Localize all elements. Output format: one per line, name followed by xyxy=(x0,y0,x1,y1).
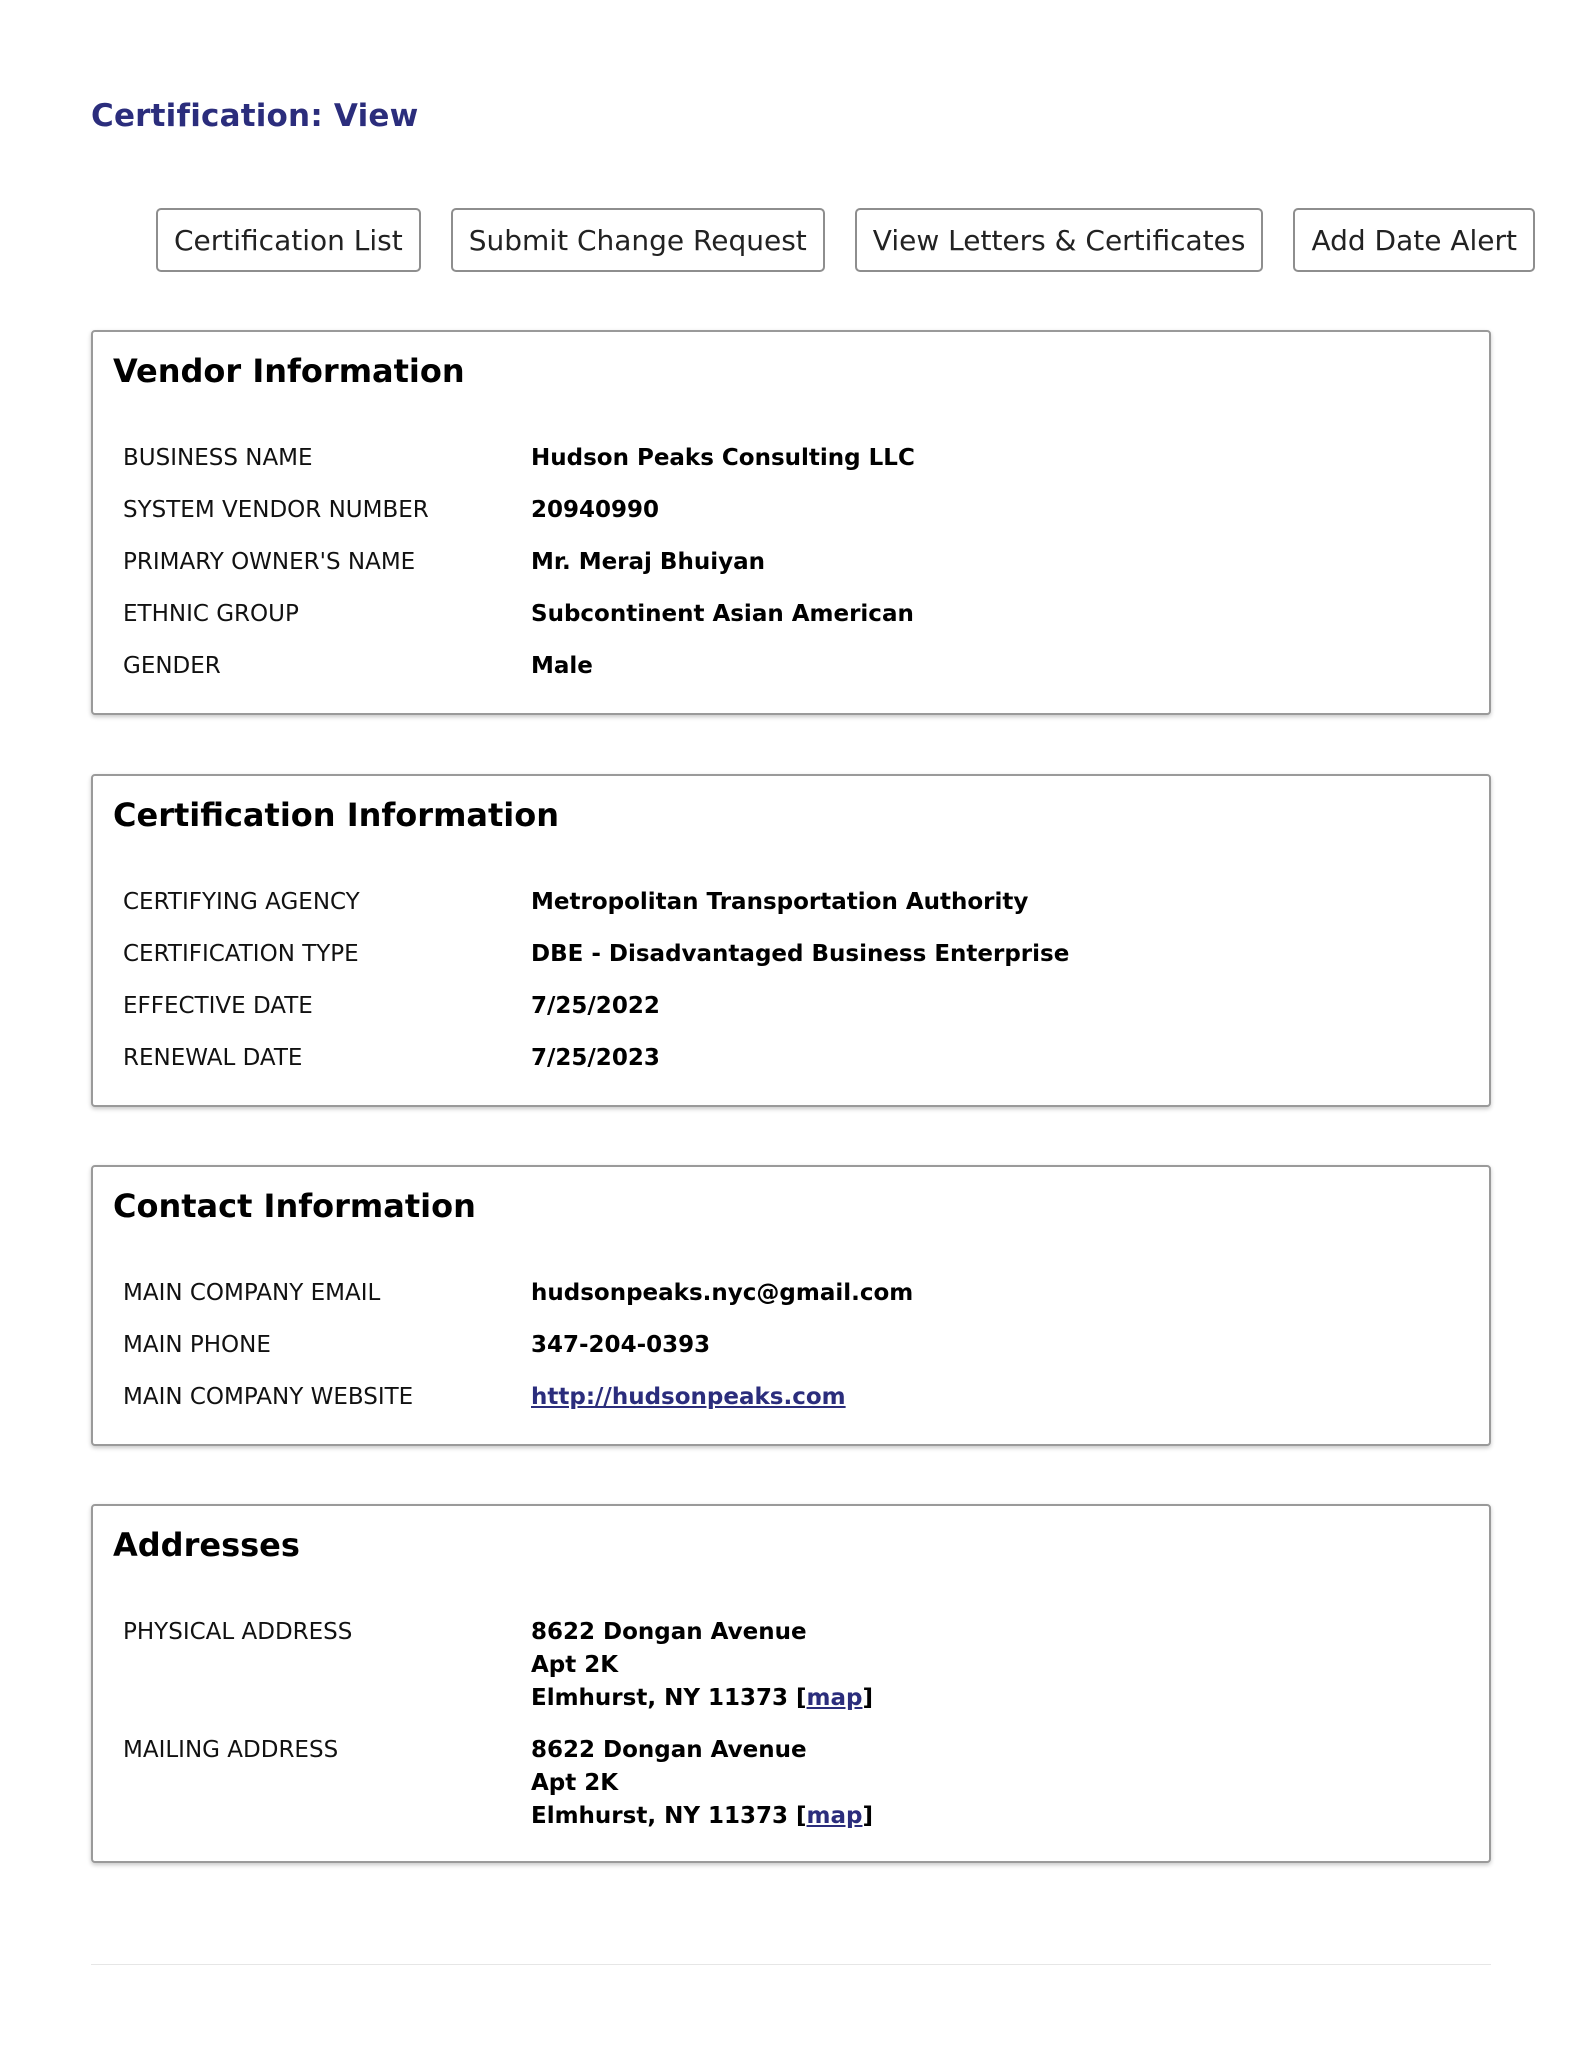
effective-date-value: 7/25/2022 xyxy=(531,993,660,1019)
mailing-address-value xyxy=(531,1734,873,1833)
mailing-address-row xyxy=(123,1734,1469,1833)
field-label: RENEWAL DATE xyxy=(123,1045,303,1071)
map-bracket-open: [ xyxy=(796,1685,807,1711)
certification-information-panel xyxy=(91,774,1491,1107)
contact-information-panel xyxy=(91,1165,1491,1446)
field-label: MAIN COMPANY WEBSITE xyxy=(123,1384,414,1410)
address-line-1: 8622 Dongan Avenue xyxy=(531,1737,807,1763)
field-label: PRIMARY OWNER'S NAME xyxy=(123,549,416,575)
view-letters-certificates-button[interactable]: View Letters & Certificates xyxy=(855,208,1264,272)
certification-row-effective-date xyxy=(123,990,1469,1023)
address-line-3 xyxy=(531,1682,873,1715)
vendor-information-panel xyxy=(91,330,1491,715)
address-line-1: 8622 Dongan Avenue xyxy=(531,1619,807,1645)
certification-rows xyxy=(123,886,1469,1075)
physical-address-map-link[interactable]: map xyxy=(806,1685,863,1711)
gender-value: Male xyxy=(531,653,593,679)
vendor-row-gender xyxy=(123,650,1469,683)
contact-row-website xyxy=(123,1381,1469,1414)
company-email-value: hudsonpeaks.nyc@gmail.com xyxy=(531,1280,914,1306)
field-label: SYSTEM VENDOR NUMBER xyxy=(123,497,429,523)
map-bracket-close: ] xyxy=(862,1803,873,1829)
panel-title: Vendor Information xyxy=(113,352,465,390)
contact-rows xyxy=(123,1277,1469,1414)
vendor-rows xyxy=(123,442,1469,683)
certification-row-renewal-date xyxy=(123,1042,1469,1075)
address-line-2: Apt 2K xyxy=(531,1652,619,1678)
panel-title: Certification Information xyxy=(113,796,560,834)
certifying-agency-value: Metropolitan Transportation Authority xyxy=(531,889,1029,915)
map-bracket-close: ] xyxy=(862,1685,873,1711)
contact-row-phone xyxy=(123,1329,1469,1362)
address-city-state-zip: Elmhurst, NY 11373 xyxy=(531,1803,789,1829)
addresses-panel xyxy=(91,1504,1491,1863)
field-label: BUSINESS NAME xyxy=(123,445,313,471)
ethnic-group-value: Subcontinent Asian American xyxy=(531,601,914,627)
page-title: Certification: View xyxy=(91,98,419,134)
field-label: MAILING ADDRESS xyxy=(123,1737,339,1763)
panel-title: Addresses xyxy=(113,1526,300,1564)
address-city-state-zip: Elmhurst, NY 11373 xyxy=(531,1685,789,1711)
map-bracket-open: [ xyxy=(796,1803,807,1829)
certification-list-button[interactable]: Certification List xyxy=(156,208,421,272)
mailing-address-map-link[interactable]: map xyxy=(806,1803,863,1829)
field-label: CERTIFICATION TYPE xyxy=(123,941,359,967)
panel-title: Contact Information xyxy=(113,1187,476,1225)
contact-row-email xyxy=(123,1277,1469,1310)
field-label: PHYSICAL ADDRESS xyxy=(123,1619,353,1645)
footer-divider xyxy=(91,1964,1491,1965)
address-rows xyxy=(123,1616,1469,1833)
submit-change-request-button[interactable]: Submit Change Request xyxy=(451,208,825,272)
business-name-value: Hudson Peaks Consulting LLC xyxy=(531,445,915,471)
address-line-3 xyxy=(531,1800,873,1833)
field-label: GENDER xyxy=(123,653,221,679)
action-bar xyxy=(156,208,1535,272)
physical-address-row xyxy=(123,1616,1469,1715)
vendor-row-business-name xyxy=(123,442,1469,475)
owner-name-value: Mr. Meraj Bhuiyan xyxy=(531,549,765,575)
vendor-row-owner-name xyxy=(123,546,1469,579)
main-phone-value: 347-204-0393 xyxy=(531,1332,711,1358)
vendor-number-value: 20940990 xyxy=(531,497,660,523)
certification-row-agency xyxy=(123,886,1469,919)
field-label: CERTIFYING AGENCY xyxy=(123,889,360,915)
certification-type-value: DBE - Disadvantaged Business Enterprise xyxy=(531,941,1070,967)
company-website-link[interactable]: http://hudsonpeaks.com xyxy=(531,1384,846,1410)
field-label: ETHNIC GROUP xyxy=(123,601,299,627)
address-line-2: Apt 2K xyxy=(531,1770,619,1796)
field-label: MAIN COMPANY EMAIL xyxy=(123,1280,381,1306)
add-date-alert-button[interactable]: Add Date Alert xyxy=(1293,208,1535,272)
vendor-row-ethnic-group xyxy=(123,598,1469,631)
physical-address-value xyxy=(531,1616,873,1715)
field-label: EFFECTIVE DATE xyxy=(123,993,313,1019)
field-label: MAIN PHONE xyxy=(123,1332,271,1358)
vendor-row-vendor-number xyxy=(123,494,1469,527)
renewal-date-value: 7/25/2023 xyxy=(531,1045,660,1071)
certification-row-type xyxy=(123,938,1469,971)
